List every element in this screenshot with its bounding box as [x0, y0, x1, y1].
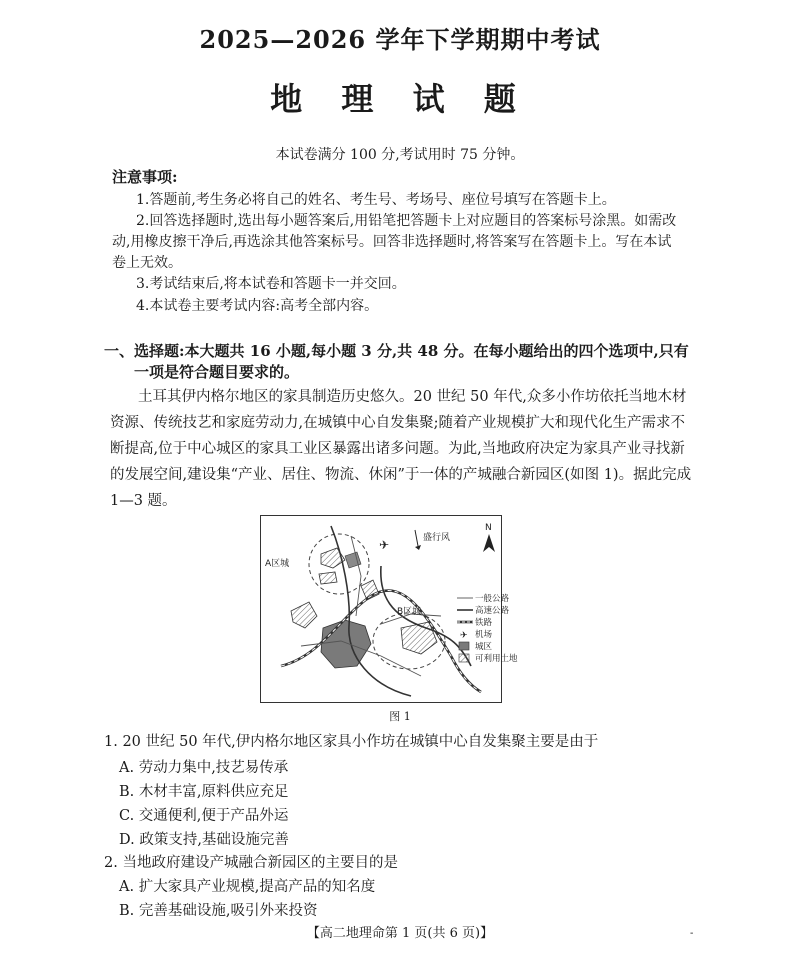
- notice-item-3: 3.考试结束后,将本试卷和答题卡一并交回。: [136, 276, 406, 292]
- urban-area-main: [321, 620, 371, 668]
- exam-title: 2025—2026 学年下学期期中考试: [199, 25, 601, 54]
- available-land-west: [291, 602, 317, 628]
- label-b-district: B区城: [397, 607, 422, 617]
- notice-item-2: 2.回答选择题时,选出每小题答案后,用铅笔把答题卡上对应题目的答案标号涂黑。如需改动,用橡皮擦干净后,再选涂其他答案标号。回答非选择题时,将答案写在答题卡上。写在本试卷上无效。: [112, 213, 677, 271]
- q1-option-d: D. 政策支持,基础设施完善: [119, 832, 289, 848]
- north-label: N: [485, 523, 492, 533]
- legend-expressway: 高速公路: [475, 606, 510, 616]
- q1-option-a: A. 劳动力集中,技艺易传承: [119, 760, 289, 776]
- legend-land-symbol: [459, 654, 469, 662]
- q1-option-c: C. 交通便利,便于产品外运: [119, 808, 289, 824]
- notice-heading: 注意事项:: [112, 168, 178, 186]
- legend-airport: 机场: [475, 630, 493, 640]
- legend-urban-symbol: [459, 642, 469, 650]
- q2-option-a: A. 扩大家具产业规模,提高产品的知名度: [119, 879, 376, 895]
- legend-urban: 城区: [475, 642, 493, 652]
- legend-railway: 铁路: [475, 618, 493, 628]
- figure-1-map: [260, 515, 518, 703]
- wind-label: 盛行风: [423, 533, 451, 543]
- question-1: 1. 20 世纪 50 年代,伊内格尔地区家具小作坊在城镇中心自发集聚主要是由于: [104, 734, 599, 750]
- section-heading-text: 一、选择题:本大题共 16 小题,每小题 3 分,共 48 分。在每小题给出的四个选项中,只有一项是符合题目要求的。: [104, 342, 689, 381]
- available-land-a2: [319, 572, 337, 584]
- north-arrow-icon: [483, 534, 495, 552]
- question-2: 2. 当地政府建设产城融合新园区的主要目的是: [104, 855, 398, 871]
- map-svg: [261, 516, 518, 702]
- page-footer: 【高二地理命第 1 页(共 6 页)】: [306, 926, 494, 941]
- notice-item-1: 1.答题前,考生务必将自己的姓名、考生号、考场号、座位号填写在答题卡上。: [136, 192, 616, 208]
- wind-arrow-icon: [415, 530, 418, 546]
- exam-info: 本试卷满分 100 分,考试用时 75 分钟。: [275, 147, 525, 163]
- subject-title: 地 理 试 题: [270, 80, 530, 118]
- notice-item-4: 4.本试卷主要考试内容:高考全部内容。: [136, 298, 379, 314]
- airport-icon: ✈: [379, 538, 390, 552]
- q2-option-b: B. 完善基础设施,吸引外来投资: [119, 903, 318, 919]
- legend-general-road: 一般公路: [475, 594, 510, 604]
- corner-mark: -: [690, 928, 694, 939]
- q1-option-b: B. 木材丰富,原料供应充足: [119, 784, 289, 800]
- legend-airport-icon: ✈: [460, 631, 468, 641]
- section-heading: [104, 341, 694, 383]
- label-a-district: A区城: [265, 559, 290, 569]
- question-stem-passage: 土耳其伊内格尔地区的家具制造历史悠久。20 世纪 50 年代,众多小作坊依托当地木材资源、传统技艺和家庭劳动力,在城镇中心自发集聚;随着产业规模扩大和现代化生产需求不断提高,位于中心城区的家具工业区暴露出诸多问题。为此,当地政府决定为家具产业寻找新的发展空间,建设集“产业、居住、物流、休闲”于一体的产城融合新园区(如图 1)。据此完成 1—3 题。: [110, 389, 692, 509]
- figure-caption: 图 1: [389, 710, 411, 723]
- legend-land: 可利用土地: [475, 654, 518, 664]
